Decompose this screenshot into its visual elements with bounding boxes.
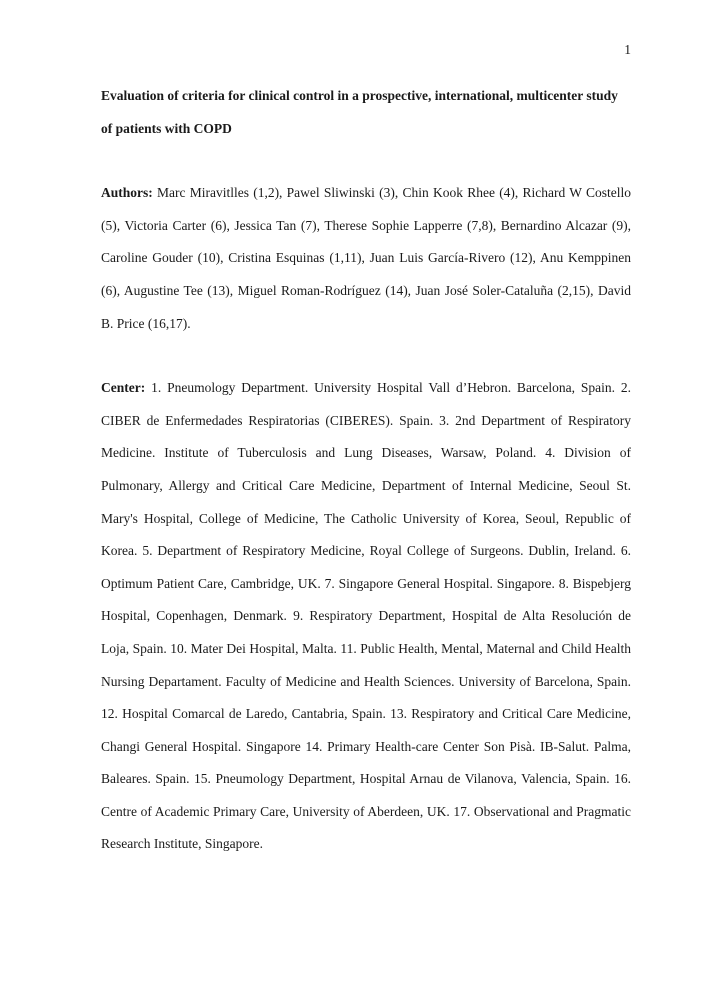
authors-label: Authors: [101, 185, 153, 201]
paper-title: Evaluation of criteria for clinical control in a prospective, international, multicenter study of patients with COPD [101, 88, 618, 136]
center-label: Center: [101, 380, 146, 396]
authors-text: Marc Miravitlles (1,2), Pawel Sliwinski (3), Chin Kook Rhee (4), Richard W Costello (5), Victoria Carter (6), Jessica Tan (7), Therese Sophie Lapperre (7,8), Bernardino Alcazar (9), Caroline Gouder (10), Cristina Esquinas (1,11), Juan Luis García-Rivero (12), Anu Kemppinen (6), Augustine Tee (13), Miguel Roman-Rodríguez (14), Juan José Soler-Cataluña (2,15), David B. Price (16,17). [101, 185, 631, 331]
center-text: 1. Pneumology Department. University Hospital Vall d’Hebron. Barcelona, Spain. 2. CIBER de Enfermedades Respiratorias (CIBERES). Spain. 3. 2nd Department of Respiratory Medicine. Institute of Tuberculosis and Lung Diseases, Warsaw, Poland. 4. Division of Pulmonary, Allergy and Critical Care Medicine, Department of Internal Medicine, Seoul St. Mary's Hospital, College of Medicine, The Catholic University of Korea, Seoul, Republic of Korea. 5. Department of Respiratory Medicine, Royal College of Surgeons. Dublin, Ireland. 6. Optimum Patient Care, Cambridge, UK. 7. Singapore General Hospital. Singapore. 8. Bispebjerg Hospital, Copenhagen, Denmark. 9. Respiratory Department, Hospital de Alta Resolución de Loja, Spain. 10. Mater Dei Hospital, Malta. 11. Public Health, Mental, Maternal and Child Health Nursing Departament. Faculty of Medicine and Health Sciences. University of Barcelona, Spain. 12. Hospital Comarcal de Laredo, Cantabria, Spain. 13. Respiratory and Critical Care Medicine, Changi General Hospital. Singapore 14. Primary Health-care Center Son Pisà. IB-Salut. Palma, Baleares. Spain. 15. Pneumology Department, Hospital Arnau de Vilanova, Valencia, Spain. 16. Centre of Academic Primary Care, University of Aberdeen, UK. 17. Observational and Pragmatic Research Institute, Singapore. [101, 380, 631, 852]
page-content [101, 80, 631, 861]
authors-paragraph [101, 177, 631, 340]
page-number: 1 [624, 42, 631, 57]
center-paragraph [101, 372, 631, 861]
